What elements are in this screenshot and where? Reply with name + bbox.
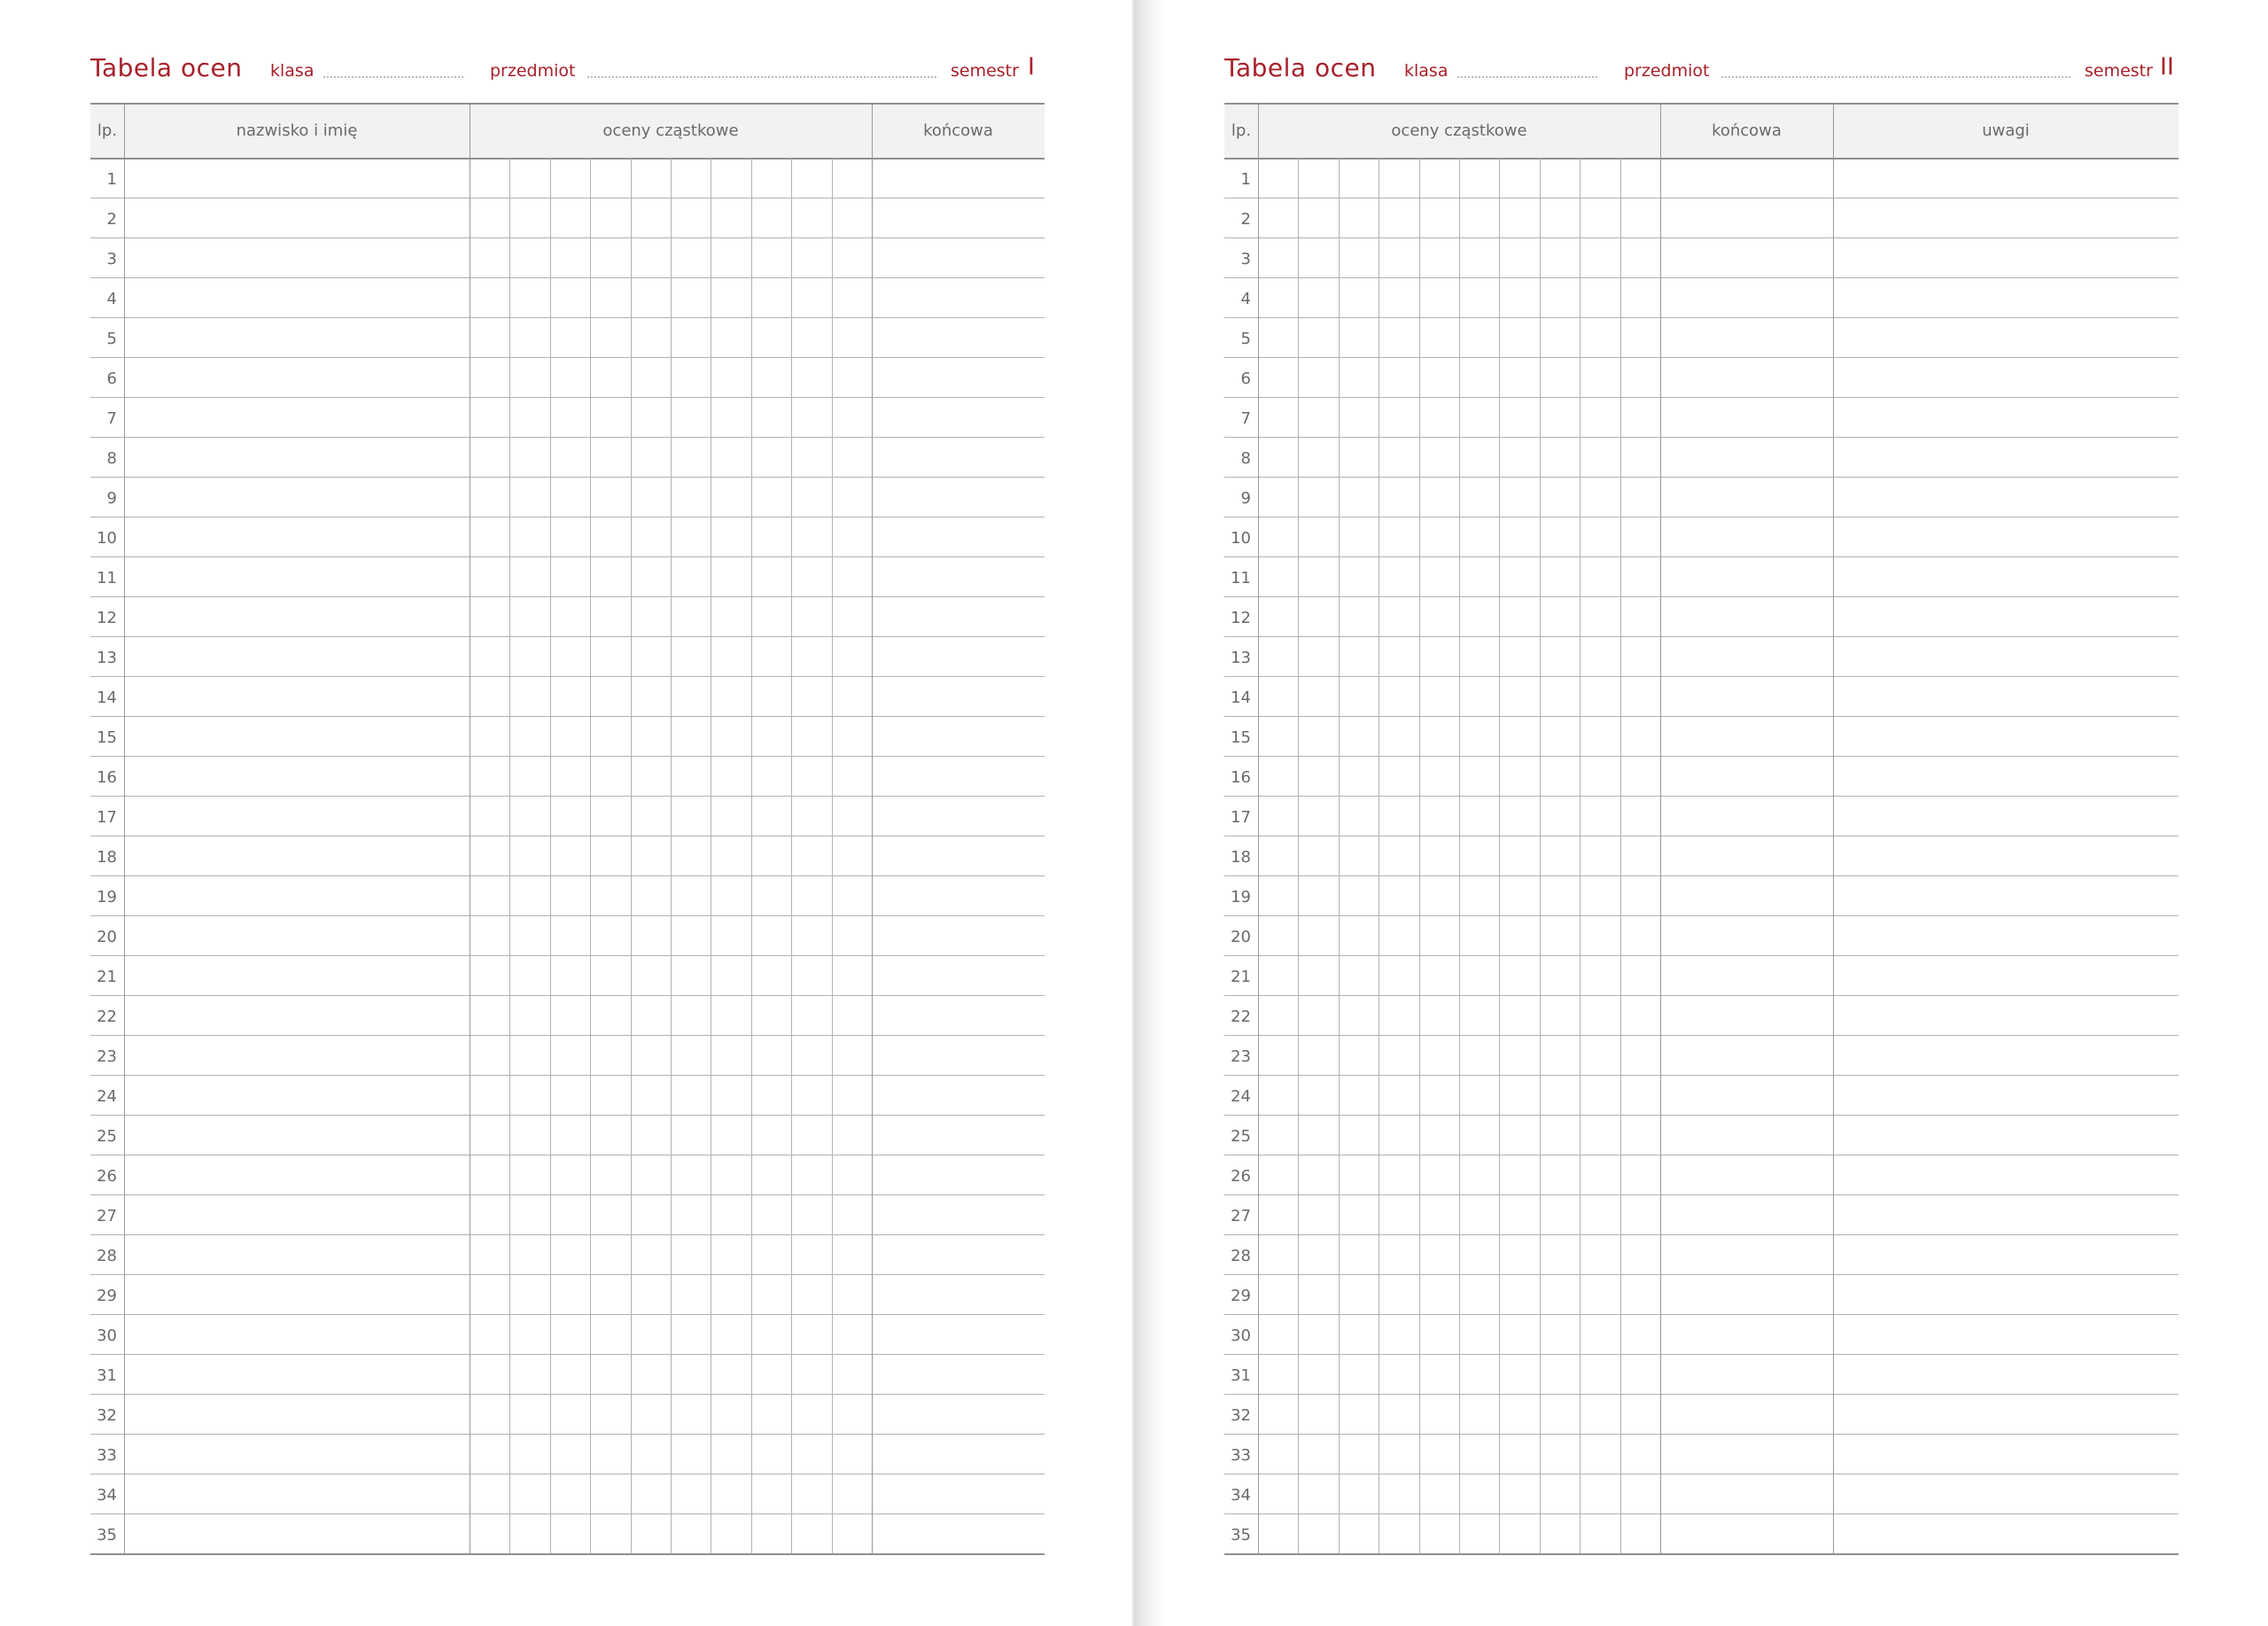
row-number: 6: [1240, 370, 1251, 388]
grade-cell-divider: [550, 158, 551, 1553]
grade-cell-divider: [832, 158, 833, 1553]
row-number: 28: [1231, 1247, 1251, 1265]
row-number: 17: [1231, 808, 1251, 827]
column-divider: [1833, 105, 1834, 1553]
row-divider: [1224, 995, 2179, 996]
row-divider: [1224, 796, 2179, 797]
row-divider: [1224, 1513, 2179, 1514]
row-number: 13: [97, 649, 117, 667]
row-number: 4: [106, 290, 117, 308]
row-number: 17: [97, 808, 117, 827]
row-number: 2: [106, 210, 117, 229]
row-number: 16: [97, 768, 117, 787]
class-label: klasa: [1404, 61, 1449, 81]
row-divider: [90, 1394, 1045, 1395]
row-number: 8: [1240, 449, 1251, 468]
row-number: 15: [97, 728, 117, 747]
grade-cell-divider: [791, 158, 792, 1553]
grade-table-page-semester-2: [1134, 0, 2268, 1626]
row-divider: [1224, 875, 2179, 876]
row-number: 29: [1231, 1287, 1251, 1305]
grade-cell-divider: [1499, 158, 1500, 1553]
row-divider: [90, 995, 1045, 996]
row-number: 3: [106, 250, 117, 268]
row-number: 21: [1231, 968, 1251, 986]
column-divider: [872, 105, 873, 1553]
row-divider: [1224, 1035, 2179, 1036]
row-number: 16: [1231, 768, 1251, 787]
row-divider: [1224, 756, 2179, 757]
column-divider: [1660, 105, 1661, 1553]
row-number: 18: [1231, 848, 1251, 867]
row-number: 3: [1240, 250, 1251, 268]
row-divider: [90, 1513, 1045, 1514]
row-number: 31: [1231, 1366, 1251, 1385]
row-divider: [1224, 1194, 2179, 1195]
row-divider: [90, 1274, 1045, 1275]
row-number: 4: [1240, 290, 1251, 308]
row-divider: [90, 477, 1045, 478]
row-divider: [1224, 1115, 2179, 1116]
row-divider: [90, 716, 1045, 717]
subject-label: przedmiot: [1624, 61, 1710, 81]
row-number: 15: [1231, 728, 1251, 747]
row-number: 26: [97, 1167, 117, 1186]
row-number: 8: [106, 449, 117, 468]
row-divider: [90, 556, 1045, 557]
row-divider: [90, 596, 1045, 597]
row-number: 25: [1231, 1127, 1251, 1146]
row-divider: [1224, 596, 2179, 597]
row-number: 5: [106, 330, 117, 348]
row-divider: [1224, 676, 2179, 677]
row-number: 21: [97, 968, 117, 986]
grade-cell-divider: [1298, 158, 1299, 1553]
row-number: 11: [1231, 569, 1251, 587]
subject-fill-line[interactable]: [587, 76, 936, 78]
row-divider: [1224, 915, 2179, 916]
row-divider: [1224, 357, 2179, 358]
grade-cell-divider: [509, 158, 510, 1553]
row-divider: [1224, 1394, 2179, 1395]
row-number: 14: [97, 689, 117, 707]
column-header-name: nazwisko i imię: [236, 121, 358, 140]
row-divider: [90, 1553, 1045, 1555]
semester-numeral: I: [1028, 53, 1035, 81]
row-number: 32: [97, 1406, 117, 1425]
row-divider: [90, 1075, 1045, 1076]
row-divider: [1224, 1274, 2179, 1275]
row-number: 23: [1231, 1047, 1251, 1066]
column-header-final: końcowa: [923, 121, 993, 140]
row-divider: [90, 756, 1045, 757]
row-divider: [90, 1194, 1045, 1195]
row-divider: [1224, 317, 2179, 318]
row-divider: [1224, 1075, 2179, 1076]
semester-label: semestr: [2085, 61, 2153, 81]
row-divider: [90, 796, 1045, 797]
row-divider: [1224, 556, 2179, 557]
row-divider: [1224, 716, 2179, 717]
grade-cell-divider: [590, 158, 591, 1553]
row-divider: [90, 676, 1045, 677]
row-number: 24: [1231, 1087, 1251, 1106]
page-header: [1224, 50, 2179, 89]
grade-cell-divider: [1339, 158, 1340, 1553]
row-divider: [90, 317, 1045, 318]
grade-cell-divider: [671, 158, 672, 1553]
row-number: 2: [1240, 210, 1251, 229]
row-number: 12: [1231, 609, 1251, 627]
row-divider: [90, 955, 1045, 956]
column-header-lp: lp.: [97, 121, 118, 140]
subject-label: przedmiot: [490, 61, 576, 81]
semester-numeral: II: [2160, 53, 2174, 81]
row-divider: [90, 1115, 1045, 1116]
row-number: 24: [97, 1087, 117, 1106]
row-number: 20: [1231, 928, 1251, 946]
row-number: 10: [1231, 529, 1251, 548]
row-number: 28: [97, 1247, 117, 1265]
row-divider: [1224, 277, 2179, 278]
column-header-notes: uwagi: [1982, 121, 2030, 140]
row-number: 9: [106, 489, 117, 508]
row-number: 34: [1231, 1486, 1251, 1505]
row-number: 25: [97, 1127, 117, 1146]
row-number: 26: [1231, 1167, 1251, 1186]
page-header: [90, 50, 1045, 89]
row-number: 7: [106, 409, 117, 428]
row-number: 29: [97, 1287, 117, 1305]
grade-cell-divider: [1540, 158, 1541, 1553]
row-divider: [1224, 477, 2179, 478]
row-divider: [1224, 636, 2179, 637]
row-number: 18: [97, 848, 117, 867]
row-number: 14: [1231, 689, 1251, 707]
row-number: 35: [97, 1526, 117, 1544]
row-number: 22: [1231, 1007, 1251, 1026]
grade-cell-divider: [1459, 158, 1460, 1553]
semester-label: semestr: [951, 61, 1019, 81]
row-divider: [90, 636, 1045, 637]
row-number: 19: [97, 888, 117, 906]
row-divider: [90, 1354, 1045, 1355]
column-header-lp: lp.: [1231, 121, 1252, 140]
column-header-partial-grades: oceny cząstkowe: [1391, 121, 1527, 140]
row-divider: [1224, 1354, 2179, 1355]
row-divider: [90, 1234, 1045, 1235]
row-divider: [90, 237, 1045, 238]
class-fill-line[interactable]: [1457, 76, 1597, 78]
row-number: 13: [1231, 649, 1251, 667]
grade-table: [1224, 103, 2179, 1553]
row-number: 20: [97, 928, 117, 946]
row-divider: [90, 437, 1045, 438]
row-number: 11: [97, 569, 117, 587]
row-number: 31: [97, 1366, 117, 1385]
grade-table: [90, 103, 1045, 1553]
page-title: Tabela ocen: [90, 53, 243, 82]
row-divider: [1224, 1553, 2179, 1555]
row-divider: [1224, 437, 2179, 438]
row-number: 7: [1240, 409, 1251, 428]
column-divider: [124, 105, 125, 1553]
class-label: klasa: [270, 61, 315, 81]
class-fill-line[interactable]: [323, 76, 463, 78]
row-divider: [90, 915, 1045, 916]
row-number: 30: [1231, 1326, 1251, 1345]
row-number: 30: [97, 1326, 117, 1345]
row-number: 19: [1231, 888, 1251, 906]
row-number: 10: [97, 529, 117, 548]
row-divider: [90, 1314, 1045, 1315]
row-divider: [1224, 1234, 2179, 1235]
page-title: Tabela ocen: [1224, 53, 1377, 82]
subject-fill-line[interactable]: [1721, 76, 2070, 78]
row-number: 6: [106, 370, 117, 388]
grade-cell-divider: [751, 158, 752, 1553]
row-divider: [1224, 1314, 2179, 1315]
row-number: 22: [97, 1007, 117, 1026]
row-divider: [1224, 397, 2179, 398]
row-divider: [1224, 237, 2179, 238]
row-number: 33: [97, 1446, 117, 1465]
column-header-partial-grades: oceny cząstkowe: [602, 121, 739, 140]
row-divider: [90, 397, 1045, 398]
grade-cell-divider: [1620, 158, 1621, 1553]
row-number: 1: [106, 170, 117, 189]
row-divider: [1224, 955, 2179, 956]
row-number: 12: [97, 609, 117, 627]
row-number: 35: [1231, 1526, 1251, 1544]
row-divider: [1224, 1434, 2179, 1435]
row-number: 9: [1240, 489, 1251, 508]
row-divider: [90, 1434, 1045, 1435]
row-number: 23: [97, 1047, 117, 1066]
grade-cell-divider: [1580, 158, 1581, 1553]
row-number: 34: [97, 1486, 117, 1505]
row-divider: [90, 357, 1045, 358]
column-divider: [1258, 105, 1259, 1553]
row-divider: [90, 1035, 1045, 1036]
column-header-final: końcowa: [1712, 121, 1782, 140]
row-number: 32: [1231, 1406, 1251, 1425]
grade-cell-divider: [1419, 158, 1420, 1553]
row-number: 1: [1240, 170, 1251, 189]
row-number: 5: [1240, 330, 1251, 348]
grade-cell-divider: [631, 158, 632, 1553]
row-divider: [90, 277, 1045, 278]
row-number: 27: [97, 1207, 117, 1225]
row-number: 27: [1231, 1207, 1251, 1225]
row-divider: [90, 875, 1045, 876]
row-number: 33: [1231, 1446, 1251, 1465]
